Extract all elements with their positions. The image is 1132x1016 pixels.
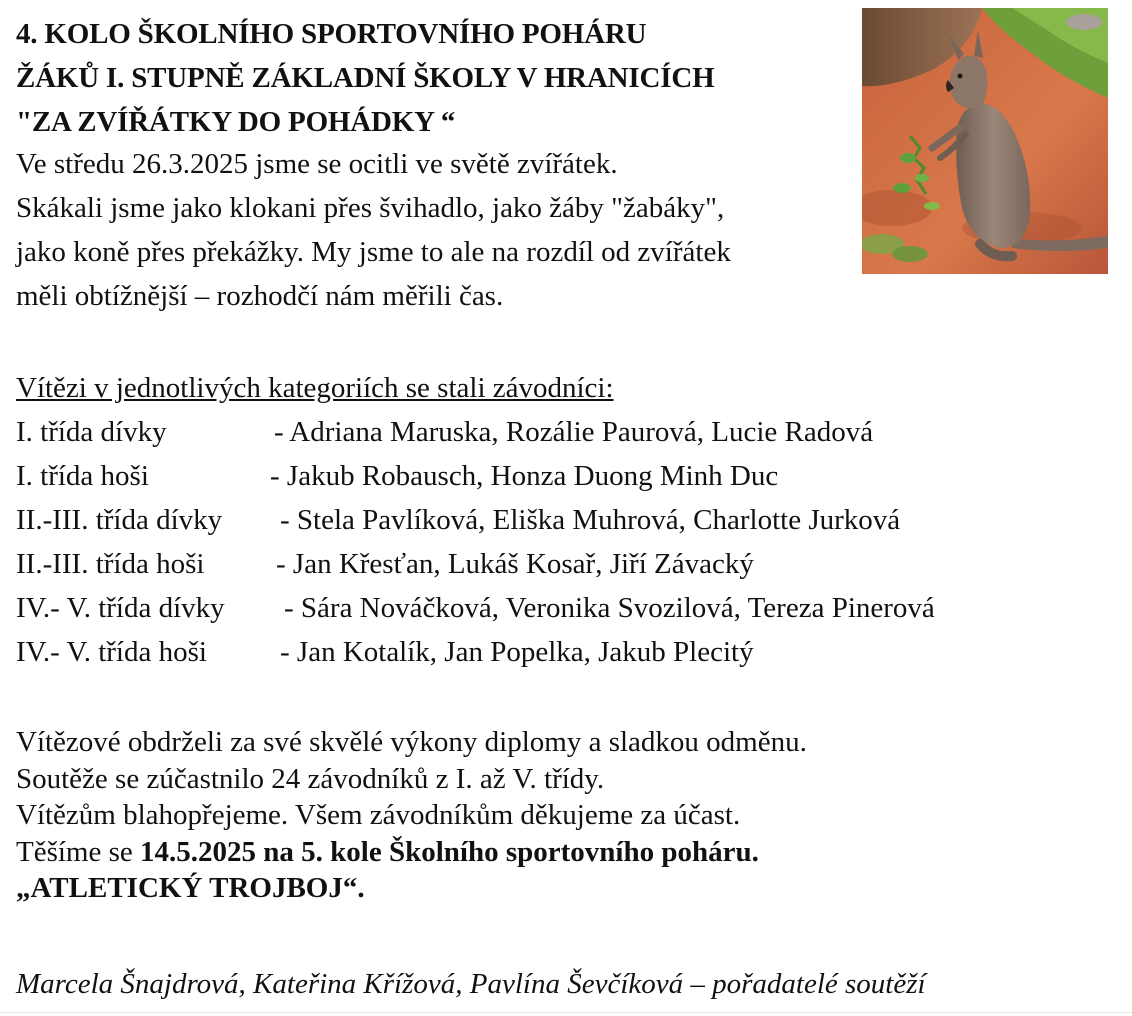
intro-paragraph xyxy=(16,142,856,318)
intro-line: měli obtížnější – rozhodčí nám měřili čas. xyxy=(16,280,504,312)
category-label: II.-III. třída dívky xyxy=(16,504,223,536)
results-heading: Vítězi v jednotlivých kategoriích se stali závodníci: xyxy=(16,372,614,404)
closing-line: Vítězům blahopřejeme. Všem závodníkům děkujeme za účast. xyxy=(16,799,741,831)
winners: - Stela Pavlíková, Eliška Muhrová, Charlotte Jurková xyxy=(280,504,901,536)
winners: - Adriana Maruska, Rozálie Paurová, Lucie Radová xyxy=(274,416,874,448)
winners: - Jan Křesťan, Lukáš Kosař, Jiří Závacký xyxy=(276,548,754,580)
next-event-date: 14.5.2025 na 5. kole Školního sportovního poháru. xyxy=(140,835,759,868)
result-row xyxy=(16,586,1116,630)
page-divider xyxy=(0,1012,1132,1013)
organizers-signature: Marcela Šnajdrová, Kateřina Křížová, Pavlína Ševčíková – pořadatelé soutěží xyxy=(16,968,926,1000)
closing-line: Soutěže se zúčastnilo 24 závodníků z I. až V. třídy. xyxy=(16,762,605,795)
title-line-2: ŽÁKŮ I. STUPNĚ ZÁKLADNÍ ŠKOLY V HRANICÍCH xyxy=(16,62,715,94)
title-line-3: "ZA ZVÍŘÁTKY DO POHÁDKY “ xyxy=(16,106,456,138)
winners: - Sára Nováčková, Veronika Svozilová, Tereza Pinerová xyxy=(284,592,935,624)
category-label: IV.- V. třída hoši xyxy=(16,636,207,668)
result-row xyxy=(16,542,1116,586)
wallaby-image-icon xyxy=(862,8,1108,274)
next-event-line xyxy=(16,834,807,871)
category-label: II.-III. třída hoši xyxy=(16,548,205,580)
category-label: I. třída dívky xyxy=(16,416,167,448)
result-row xyxy=(16,498,1116,542)
winners: - Jan Kotalík, Jan Popelka, Jakub Plecitý xyxy=(280,636,754,668)
result-row xyxy=(16,410,1116,454)
next-event-title: „ATLETICKÝ TROJBOJ“. xyxy=(16,872,365,904)
category-label: I. třída hoši xyxy=(16,460,149,492)
intro-line: Skákali jsme jako klokani přes švihadlo, jako žáby "žabáky", xyxy=(16,192,725,224)
next-event-prefix: Těšíme se xyxy=(16,835,141,868)
intro-line: jako koně přes překážky. My jsme to ale na rozdíl od zvířátek xyxy=(16,236,731,268)
winners: - Jakub Robausch, Honza Duong Minh Duc xyxy=(270,460,779,492)
result-row xyxy=(16,454,1116,498)
wallaby-photo xyxy=(862,8,1108,274)
closing-line: Vítězové obdrželi za své skvělé výkony diplomy a sladkou odměnu. xyxy=(16,726,807,758)
result-row xyxy=(16,630,1116,674)
article-title xyxy=(16,12,856,144)
results-list xyxy=(16,410,1116,674)
title-line-1: 4. KOLO ŠKOLNÍHO SPORTOVNÍHO POHÁRU xyxy=(16,18,647,50)
category-label: IV.- V. třída dívky xyxy=(16,592,225,624)
intro-line: Ve středu 26.3.2025 jsme se ocitli ve světě zvířátek. xyxy=(16,148,618,180)
closing-paragraph xyxy=(16,724,807,907)
